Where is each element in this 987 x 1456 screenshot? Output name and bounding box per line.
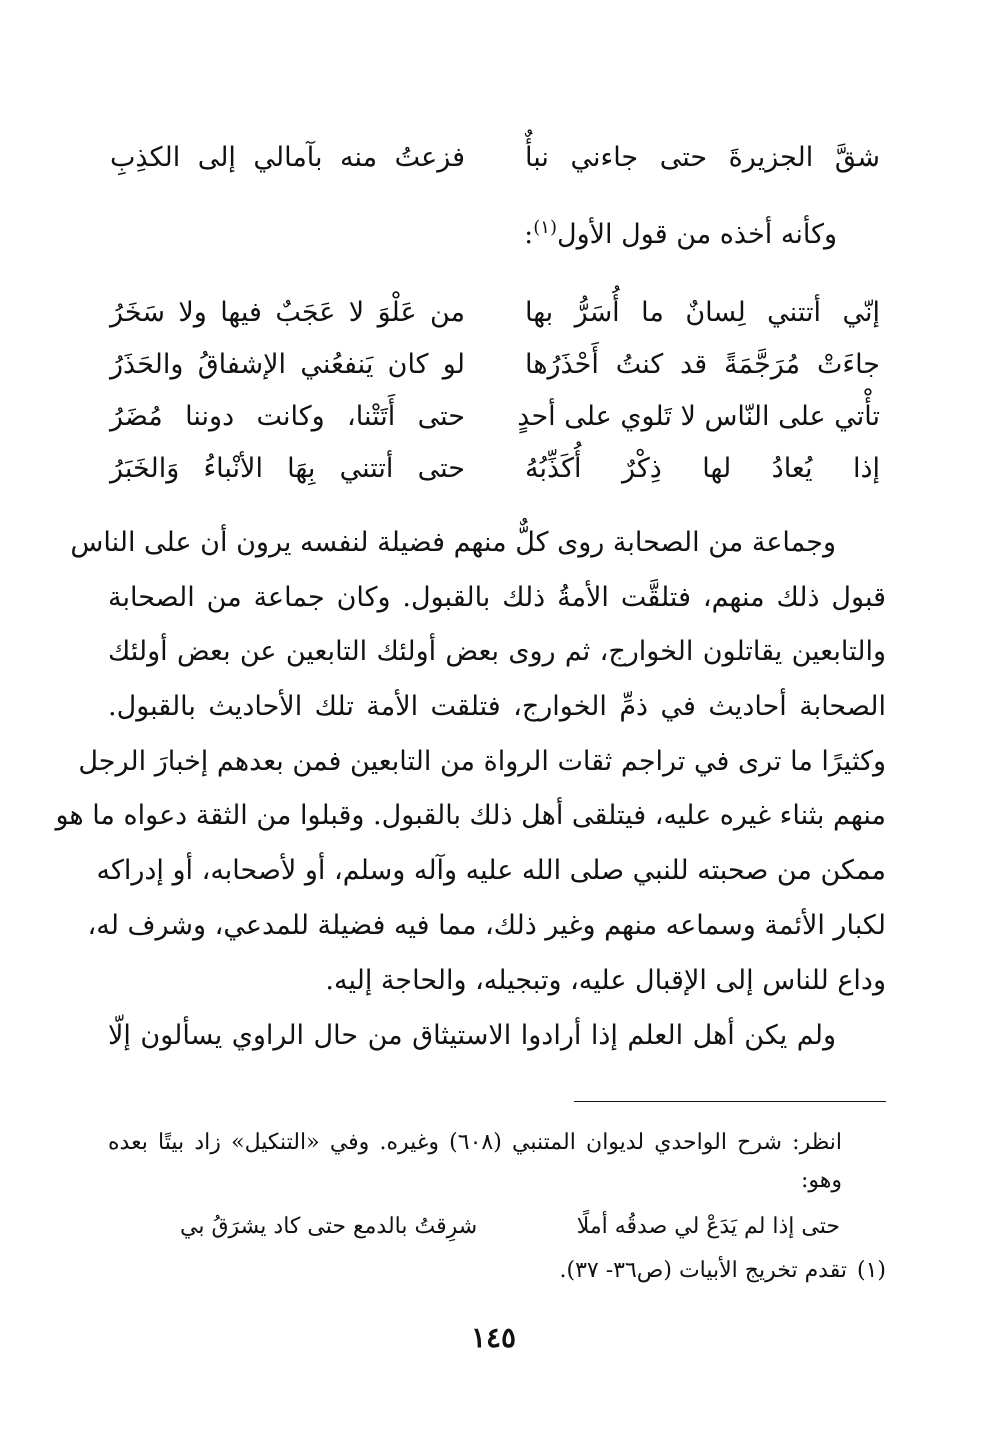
footnote-1 (108, 1252, 886, 1290)
poem-verse (110, 287, 880, 339)
paragraph-line: وكثيرًا ما ترى في تراجم ثقات الرواة من التابعين فمن بعدهم إخبارَ الرجل (78, 745, 886, 777)
intro-line (524, 210, 837, 260)
paragraph-line: والتابعين يقاتلون الخوارج، ثم روى بعض أولئك التابعين عن بعض أولئك (108, 636, 886, 668)
footnote-verse-second-hemistich: شرِقتُ بالدمع حتى كاد يشرَقُ بي (180, 1214, 478, 1239)
poem-verse-second-hemistich: حتى أتتني بِهَا الأنْباءُ وَالخَبَرُ (110, 453, 465, 484)
poem-verse-first-hemistich: جاءَتْ مُرَجَّمَةً قد كنتُ أَحْذَرُها (525, 349, 880, 380)
paragraph-1 (55, 516, 886, 1008)
intro-text: وكأنه أخذه من قول الأول (557, 219, 837, 250)
paragraph-line: ولم يكن أهل العلم إذا أرادوا الاستيثاق من حال الراوي يسألون إلّا (108, 1020, 836, 1051)
paragraph-2 (108, 1009, 886, 1064)
paragraph-line: قبول ذلك منهم، فتلقَّت الأمةُ ذلك بالقبول. وكان جماعة من الصحابة (108, 581, 886, 613)
poem-verse-second-hemistich: لو كان يَنفعُني الإشفاقُ والحَذَرُ (110, 349, 465, 380)
poem-verse (110, 391, 880, 443)
poem-verse (110, 339, 880, 391)
poem-verse-first-hemistich: إنّي أتتني لِسانٌ ما أُسَرُّ بها (525, 297, 880, 328)
footnote-line: انظر: شرح الواحدي لديوان المتنبي (٦٠٨) وغيره. وفي «التنكيل» زاد بيتًا بعده (108, 1130, 842, 1155)
page-number: ١٤٥ (470, 1321, 517, 1354)
poem-verse (110, 443, 880, 495)
paragraph-line: وجماعة من الصحابة روى كلٌّ منهم فضيلة لنفسه يرون أن على الناس (70, 527, 836, 558)
poem-verse-first-hemistich: تأْتي على النّاس لا تَلوي على أحدٍ (517, 401, 880, 432)
footnote-mark: (١) (856, 1258, 886, 1283)
poem-verse-second-hemistich: من عَلْوَ لا عَجَبٌ فيها ولا سَخَرُ (110, 297, 465, 328)
poem-verse-second-hemistich: حتى أَتَتْنا، وكانت دوننا مُضَرُ (110, 401, 465, 432)
footnote-verse (180, 1208, 840, 1246)
verse-top-second-hemistich: فزعتُ منه بآمالي إلى الكذِبِ (110, 142, 465, 173)
poem-verse-first-hemistich: إذا يُعادُ لها ذِكْرٌ أُكَذِّبُهُ (525, 453, 880, 484)
footnote-reference[interactable]: (١) (533, 217, 557, 238)
footnote-separator (574, 1101, 886, 1102)
paragraph-line: الصحابة أحاديث في ذمِّ الخوارج، فتلقت الأمة تلك الأحاديث بالقبول. (108, 691, 886, 723)
paragraph-line: لكبار الأئمة وسماعه منهم وغير ذلك، مما فيه فضيلة للمدعي، وشرف له، (87, 909, 886, 941)
footnote-verse-first-hemistich: حتى إذا لم يَدَعْ لي صدقُه أملًا (576, 1214, 840, 1239)
paragraph-line: وداع للناس إلى الإقبال عليه، وتبجيله، والحاجة إليه. (325, 964, 886, 996)
footnote-text: تقدم تخريج الأبيات (ص٣٦- ٣٧). (559, 1258, 847, 1283)
footnote-line (108, 1252, 886, 1290)
paragraph-line: ممكن من صحبته للنبي صلى الله عليه وآله وسلم، أو لأصحابه، أو إدراكه (96, 855, 886, 887)
verse-top (110, 132, 880, 184)
footnote-line: وهو: (800, 1168, 842, 1193)
paragraph-line: منهم بثناء غيره عليه، فيتلقى أهل ذلك بالقبول. وقبلوا من الثقة دعواه ما هو (55, 800, 886, 832)
footnote-block (108, 1124, 886, 1200)
intro-colon: : (524, 219, 534, 250)
verse-top-first-hemistich: شقَّ الجزيرةَ حتى جاءني نبأٌ (525, 142, 880, 173)
